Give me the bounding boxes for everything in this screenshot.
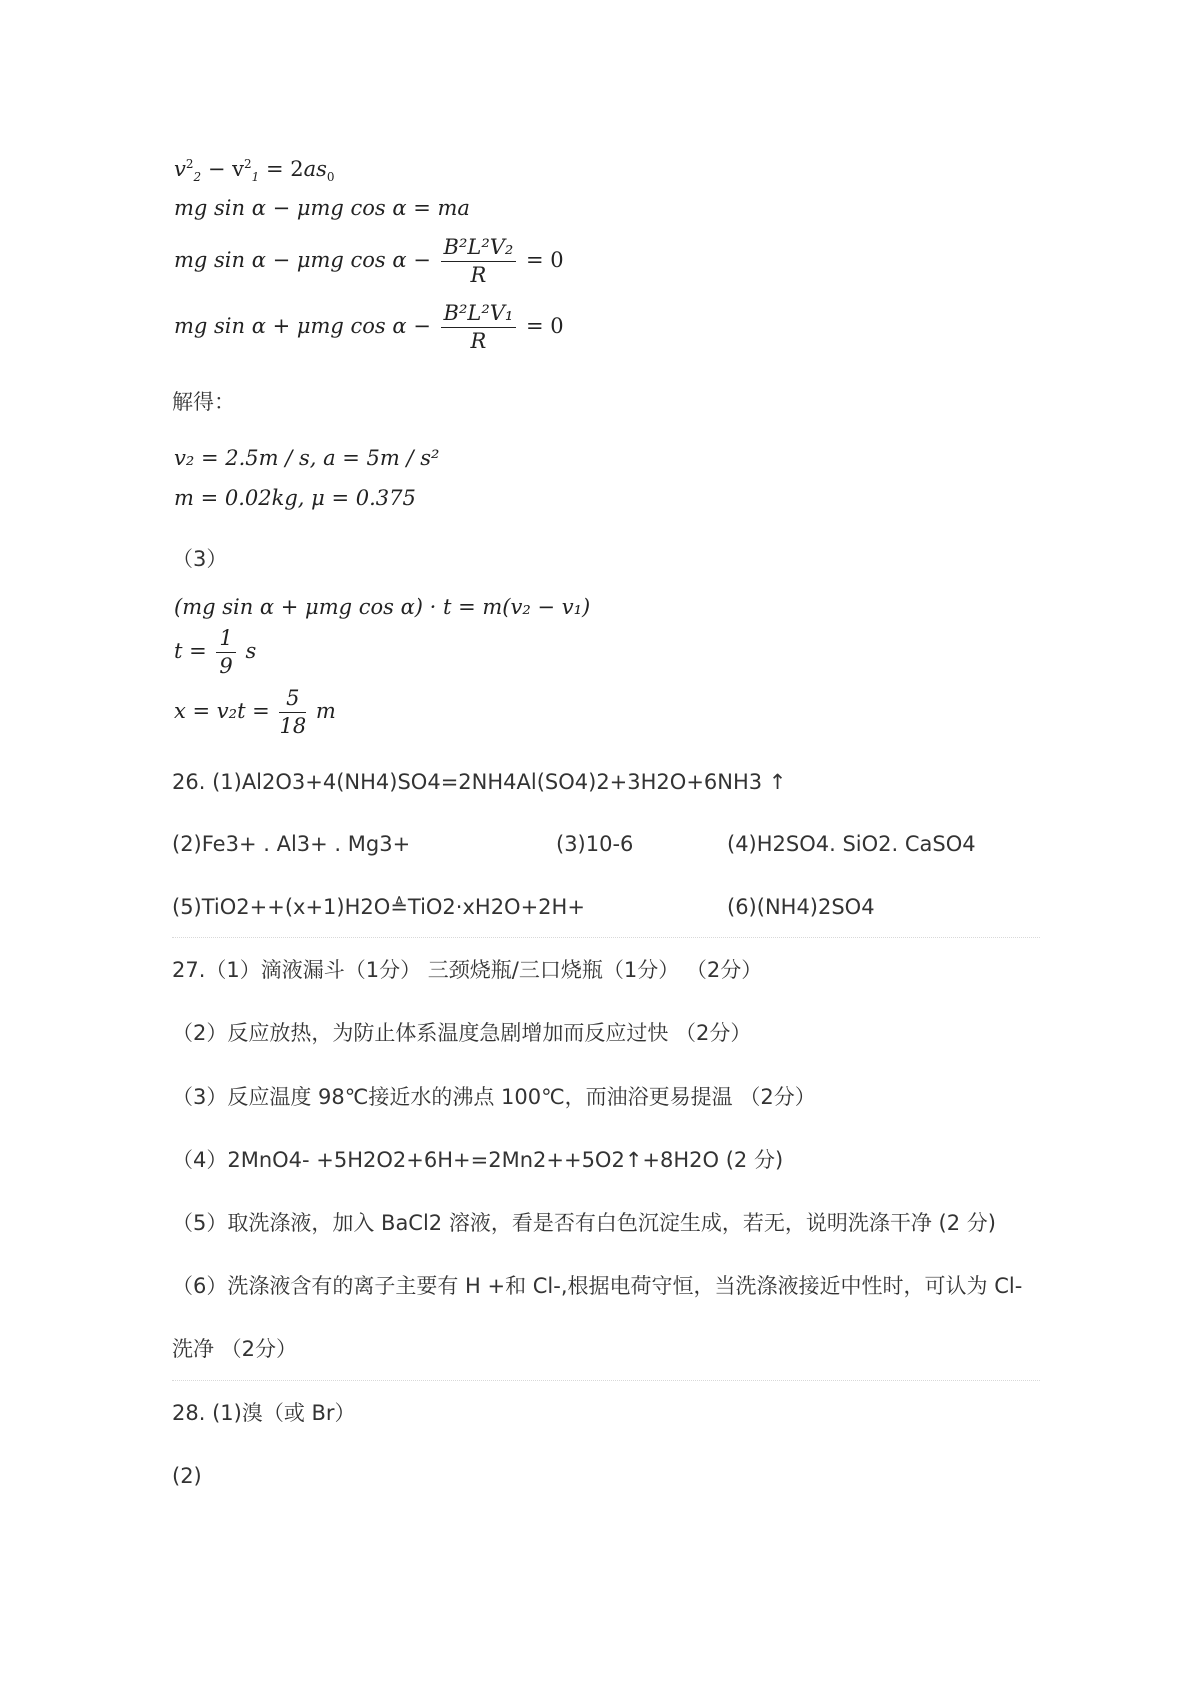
q28-part1: 28. (1)溴（或 Br）: [172, 1401, 356, 1425]
divider: [172, 1380, 1040, 1381]
solve-label: 解得：: [172, 390, 235, 414]
equation-time: t = $\frac{1}{9}$ s: [174, 626, 257, 678]
q27-part5: （5）取洗涤液，加入 BaCl2 溶液，看是否有白色沉淀生成，若无，说明洗涤干净 (2 分): [172, 1211, 996, 1235]
fraction: $\frac{1}{9}$: [216, 628, 235, 677]
q26-part2: (2)Fe3+ . Al3+ . Mg3+: [172, 832, 411, 856]
q27-part6: （6）洗涤液含有的离子主要有 H +和 Cl-,根据电荷守恒，当洗涤液接近中性时，可认为 Cl-: [172, 1274, 1023, 1298]
result-velocity-acceleration: v₂ = 2.5m / s, a = 5m / s²: [174, 446, 440, 470]
fraction: $\frac{\text{B²L²V₁}}{R}$: [441, 303, 517, 352]
equation-displacement: x = v₂t = $\frac{5}{18}$ m: [174, 686, 336, 738]
q26-part4: (4)H2SO4. SiO2. CaSO4: [727, 832, 976, 856]
q27-part3: （3）反应温度 98℃接近水的沸点 100℃，而油浴更易提温 （2分）: [172, 1085, 816, 1109]
q27-part4: （4）2MnO4- +5H2O2+6H+=2Mn2++5O2↑+8H2O (2 分): [172, 1148, 784, 1172]
part-3-label: （3）: [172, 547, 228, 571]
equation-kinematics: $v^2_2 - v^2_1 = 2as_0$: [174, 157, 335, 185]
q27-part2: （2）反应放热，为防止体系温度急剧增加而反应过快 （2分）: [172, 1021, 752, 1045]
q26-part6: (6)(NH4)2SO4: [727, 895, 875, 919]
divider: [172, 937, 1040, 938]
fraction: $\frac{\text{B²L²V₂}}{R}$: [441, 237, 517, 286]
q26-part1: 26. (1)Al2O3+4(NH4)SO4=2NH4Al(SO4)2+3H2O+6NH3 ↑: [172, 770, 787, 794]
fraction: $\frac{5}{18}$: [279, 686, 307, 738]
q27-part1: 27.（1）滴液漏斗（1分） 三颈烧瓶/三口烧瓶（1分） （2分）: [172, 958, 763, 982]
q28-part2: (2): [172, 1464, 202, 1488]
q27-part6-continued: 洗净 （2分）: [172, 1337, 298, 1361]
result-mass-friction: m = 0.02kg, μ = 0.375: [174, 486, 416, 510]
q26-part3: (3)10-6: [556, 832, 634, 856]
equation-equilibrium-2: mg sin α + μmg cos α − $\frac{\text{B²L²V₁}}{R}$ = 0: [174, 301, 564, 353]
q26-part5: (5)TiO2++(x+1)H2O≜TiO2·xH2O+2H+: [172, 895, 585, 919]
equation-equilibrium-1: mg sin α − μmg cos α − $\frac{\text{B²L²V₂}}{R}$ = 0: [174, 235, 564, 287]
equation-impulse: (mg sin α + μmg cos α) · t = m(v₂ − v₁): [174, 595, 591, 619]
equation-newton-second-law: mg sin α − μmg cos α = ma: [174, 196, 470, 220]
